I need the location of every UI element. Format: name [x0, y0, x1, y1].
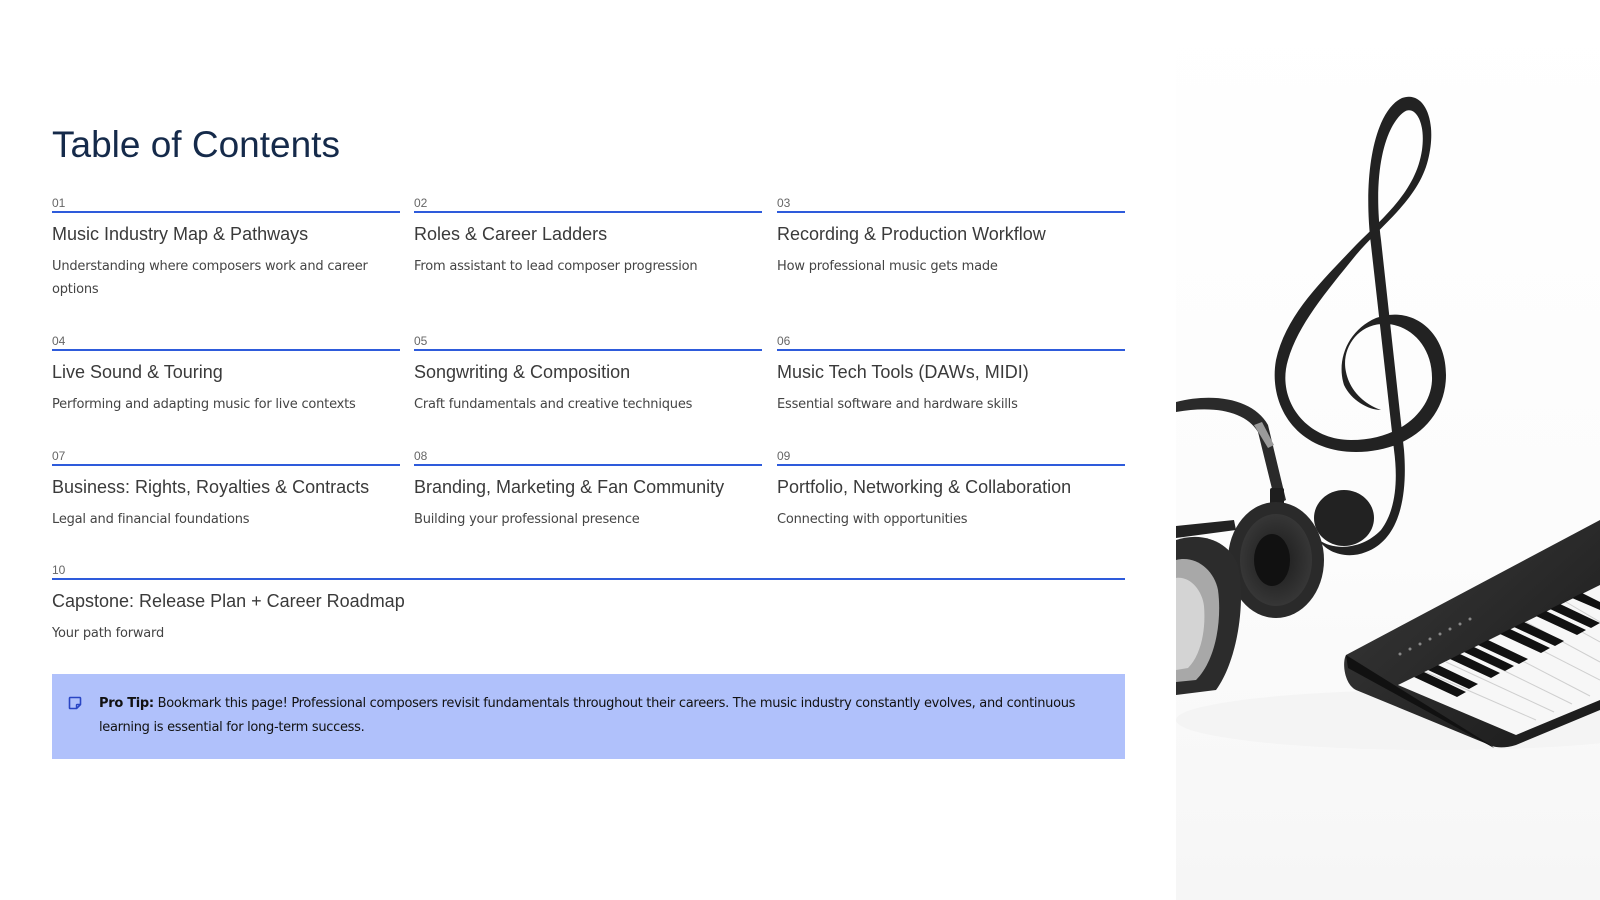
toc-item-06[interactable]: [777, 334, 1125, 416]
toc-number: 01: [52, 196, 400, 213]
toc-item-09[interactable]: [777, 449, 1125, 531]
pro-tip-label: Pro Tip:: [99, 696, 154, 711]
toc-number: 06: [777, 334, 1125, 351]
toc-item-01[interactable]: [52, 196, 400, 301]
toc-item-08[interactable]: [414, 449, 762, 531]
toc-title: Capstone: Release Plan + Career Roadmap: [52, 591, 405, 611]
toc-item-05[interactable]: [414, 334, 762, 416]
toc-title: Music Industry Map & Pathways: [52, 224, 309, 244]
toc-number: 07: [52, 449, 400, 466]
toc-number: 04: [52, 334, 400, 351]
toc-description: Craft fundamentals and creative techniques: [414, 397, 693, 412]
toc-description: Your path forward: [52, 626, 165, 641]
toc-description: Understanding where composers work and career options: [52, 259, 368, 297]
toc-number: 03: [777, 196, 1125, 213]
toc-item-03[interactable]: [777, 196, 1125, 278]
toc-description: Legal and financial foundations: [52, 512, 250, 527]
toc-title: Portfolio, Networking & Collaboration: [777, 477, 1072, 497]
toc-title: Live Sound & Touring: [52, 362, 223, 382]
treble-clef-icon: [1275, 97, 1446, 556]
pro-tip-body: Bookmark this page! Professional composers revisit fundamentals throughout their careers. The music industry constantly evolves, and continuous learning is essential for long-term success.: [99, 696, 1076, 735]
toc-number: 10: [52, 563, 1125, 580]
toc-title: Recording & Production Workflow: [777, 224, 1046, 244]
toc-content: [52, 0, 1125, 900]
toc-description: Building your professional presence: [414, 512, 640, 527]
music-illustration-svg: [1176, 0, 1600, 900]
toc-number: 08: [414, 449, 762, 466]
toc-description: From assistant to lead composer progression: [414, 259, 698, 274]
pro-tip-callout: [52, 674, 1125, 759]
toc-item-04[interactable]: [52, 334, 400, 416]
headphones-icon: [1176, 398, 1324, 695]
toc-description: Performing and adapting music for live contexts: [52, 397, 356, 412]
toc-title: Music Tech Tools (DAWs, MIDI): [777, 362, 1029, 382]
toc-number: 05: [414, 334, 762, 351]
toc-description: How professional music gets made: [777, 259, 998, 274]
toc-title: Songwriting & Composition: [414, 362, 631, 382]
toc-title: Business: Rights, Royalties & Contracts: [52, 477, 370, 497]
toc-item-10[interactable]: [52, 563, 1125, 645]
music-illustration: [1176, 0, 1600, 900]
page-title: Table of Contents: [52, 124, 340, 165]
toc-description: Connecting with opportunities: [777, 512, 968, 527]
toc-item-02[interactable]: [414, 196, 762, 278]
toc-number: 02: [414, 196, 762, 213]
toc-description: Essential software and hardware skills: [777, 397, 1018, 412]
sticky-note-icon: [68, 696, 82, 710]
pro-tip-text: [99, 692, 1095, 740]
toc-number: 09: [777, 449, 1125, 466]
toc-title: Branding, Marketing & Fan Community: [414, 477, 725, 497]
toc-title: Roles & Career Ladders: [414, 224, 608, 244]
toc-item-07[interactable]: [52, 449, 400, 531]
